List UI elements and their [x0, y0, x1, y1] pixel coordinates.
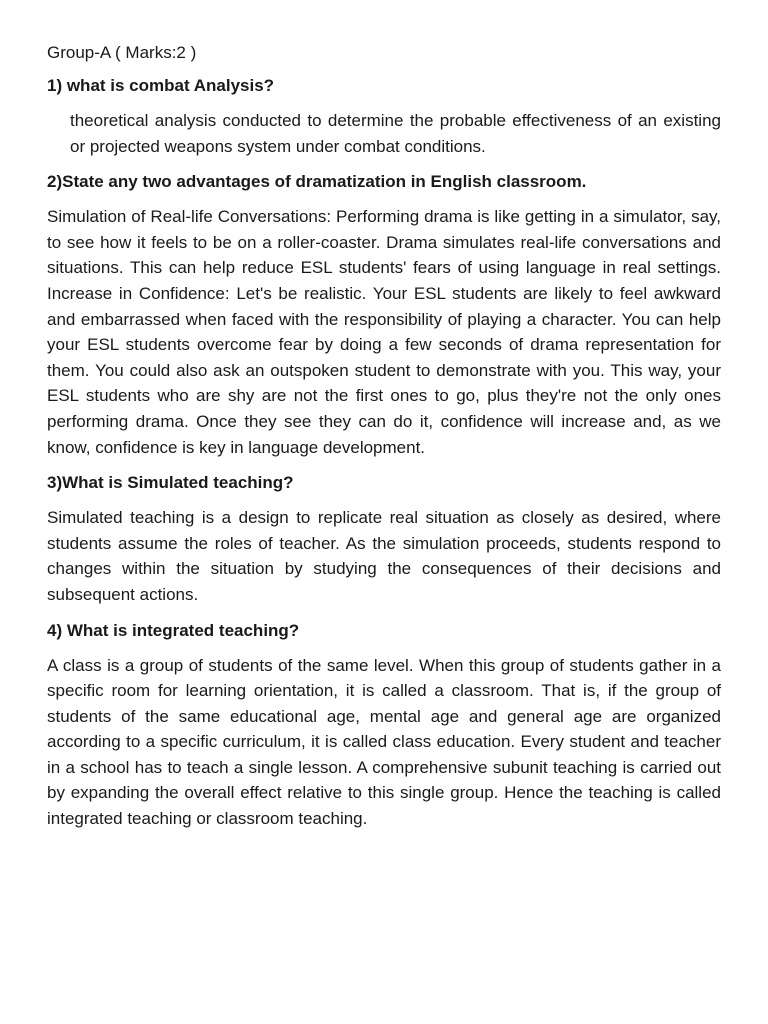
question-4-label: 4) What is integrated teaching? — [47, 620, 300, 640]
document-page — [47, 40, 721, 842]
question-1-label: 1) what is combat Analysis? — [47, 76, 275, 95]
question-2-label: 2)State any two advantages of dramatization in English classroom. — [47, 172, 587, 192]
question-4-answer: A class is a group of students of the same level. When this group of students gather in a specific room for learning orientation, it is called a classroom. That is, if the group of students of the same educational age, mental age and general age are organized according to a specific curriculum, it is called class education. Every student and teacher in a school has to teach a single lesson. A comprehensive subunit teaching is carried out by expanding the overall effect relative to this single group. Hence the teaching is called integrated teaching or classroom teaching. — [47, 655, 721, 829]
question-3-label: 3)What is Simulated teaching? — [47, 473, 294, 493]
question-3-answer: Simulated teaching is a design to replicate real situation as closely as desired, where students assume the roles of teacher. As the simulation proceeds, students respond to changes within the situation by studying the consequences of their decisions and subsequent actions. — [47, 508, 721, 604]
question-2-answer: Simulation of Real-life Conversations: Performing drama is like getting in a simulator, say, to see how it feels to be on a roller-coaster. Drama simulates real-life conversations and situations. This can help reduce ESL students' fears of using language in real settings. Increase in Confidence: Let's be realistic. Your ESL students are likely to feel awkward and embarrassed when faced with the responsibility of playing a character. You can help your ESL students overcome fear by doing a few seconds of drama representation for them. You could also ask an outspoken student to demonstrate with you. This way, your ESL students who are shy are not the first ones to go, plus they're not the only ones performing drama. Once they see they can do it, confidence will increase and, as we know, confidence is key in language development. — [47, 207, 721, 457]
question-1-answer: theoretical analysis conducted to determine the probable effectiveness of an existing or projected weapons system under combat conditions. — [70, 111, 721, 156]
group-title: Group-A ( Marks:2 ) — [47, 43, 197, 62]
